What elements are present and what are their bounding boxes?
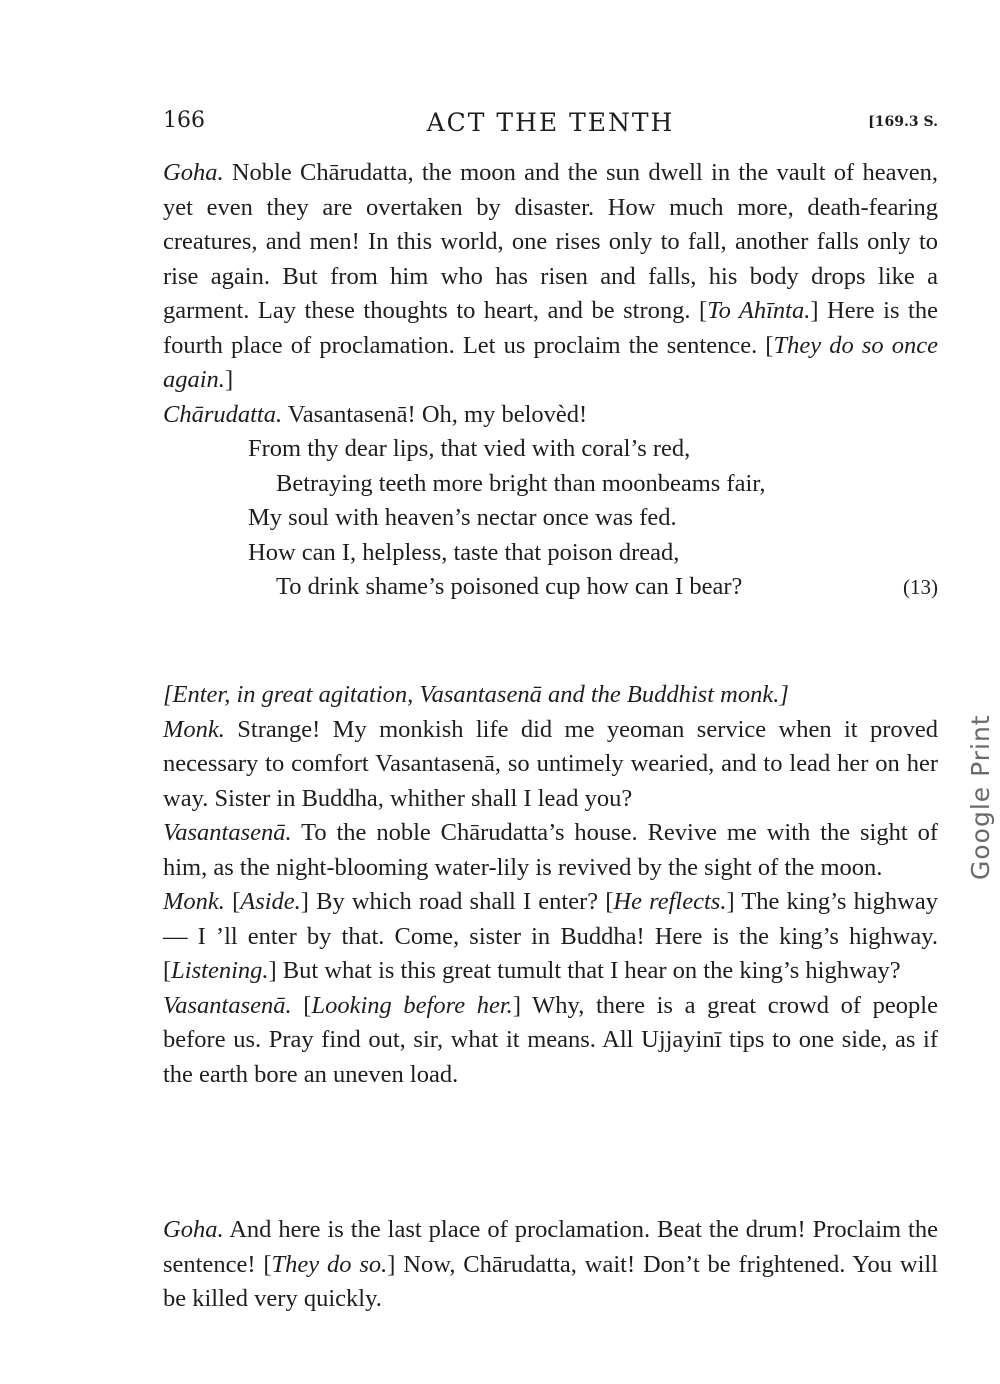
page-header xyxy=(163,108,938,140)
dialogue-text: ] But what is this great tumult that I hear on the king’s highway? xyxy=(268,957,901,984)
dialogue-text: ] Why, there is a great crowd of people before us. Pray find out, sir, what it means. All Ujjayinī tips to one side, as if the earth bore an uneven load. xyxy=(163,991,938,1088)
dialogue-text: ] Here is the fourth place of proclamation. Let us proclaim the sentence. [ xyxy=(163,297,938,359)
text-block-2 xyxy=(163,678,938,1092)
speaker-goha: Goha. xyxy=(163,1216,224,1243)
speaker-vasantasena: Vasantasenā. xyxy=(163,991,292,1019)
dialogue-text: To the noble Chārudatta’s house. Revive me with the sight of him, as the night-blooming water-lily is revived by the sight of the moon. xyxy=(163,819,938,881)
paragraph-monk-1 xyxy=(163,713,938,817)
paragraph-vasantasena-2 xyxy=(163,989,938,1093)
stage-direction: He reflects. xyxy=(613,888,727,915)
dialogue-text: [ xyxy=(291,991,312,1019)
stage-direction: Aside. xyxy=(240,888,301,915)
speaker-charudatta: Chārudatta. xyxy=(163,400,283,428)
verse-line: How can I, helpless, taste that poison dread, xyxy=(248,538,680,566)
dialogue-text: ] The king’s highway — I ’ll enter by that. Come, sister in Buddha! Here is the king’s highway. [ xyxy=(163,888,938,984)
dialogue-text: Strange! My monkish life did me yeoman service when it proved necessary to comfort Vasantasenā, so untimely wearied, and to lead her on her way. Sister in Buddha, whither shall I lead you? xyxy=(163,715,938,812)
verse-line: From thy dear lips, that vied with coral’s red, xyxy=(248,435,691,462)
dialogue-text: [ xyxy=(224,888,241,915)
verse-line: To drink shame’s poisoned cup how can I bear? xyxy=(276,573,743,600)
dialogue-text: ] By which road shall I enter? [ xyxy=(300,888,614,915)
stage-direction-entrance: [Enter, in great agitation, Vasantasenā and the Buddhist monk.] xyxy=(163,681,789,708)
section-reference: [169.3 S. xyxy=(868,114,938,130)
stage-direction: They do so once again. xyxy=(163,331,938,393)
speaker-vasantasena: Vasantasenā. xyxy=(163,819,292,846)
verse-line: Betraying teeth more bright than moonbeams fair, xyxy=(276,469,766,497)
paragraph-goha-1 xyxy=(163,156,938,398)
google-print-watermark: Google Print xyxy=(966,714,995,880)
paragraph-goha-2 xyxy=(163,1213,938,1317)
paragraph-monk-2 xyxy=(163,885,938,989)
verse-stanza xyxy=(248,432,938,605)
dialogue-text: ] xyxy=(224,366,234,393)
text-block-3 xyxy=(163,1213,938,1317)
stage-direction: To Ahīnta. xyxy=(707,297,811,324)
stage-direction: Looking before her. xyxy=(311,991,513,1019)
verse-line: My soul with heaven’s nectar once was fed. xyxy=(248,504,677,531)
stage-direction: Listening. xyxy=(171,957,269,984)
dialogue-text: And here is the last place of proclamation. Beat the drum! Proclaim the sentence! [ xyxy=(163,1216,938,1278)
speaker-monk: Monk. xyxy=(163,888,225,915)
dialogue-text: Noble Chārudatta, the moon and the sun dwell in the vault of heaven, yet even they are overtaken by disaster. How much more, death-fearing creatures, and men! In this world, one rises only to fall, another falls only to rise again. But from him who has risen and falls, his body drops like a garment. Lay these thoughts to heart, and be strong. [ xyxy=(163,159,938,324)
running-title: ACT THE TENTH xyxy=(426,108,675,137)
text-block-1 xyxy=(163,156,938,605)
speaker-goha: Goha. xyxy=(163,159,224,186)
dialogue-text: Vasantasenā! Oh, my belovèd! xyxy=(282,400,588,428)
dialogue-text: ] Now, Chārudatta, wait! Don’t be frightened. You will be killed very quickly. xyxy=(163,1250,938,1312)
stage-direction: They do so. xyxy=(271,1250,388,1278)
verse-number: (13) xyxy=(903,575,938,599)
speaker-monk: Monk. xyxy=(163,715,225,743)
paragraph-charudatta xyxy=(163,398,938,433)
page-number: 166 xyxy=(163,108,205,133)
paragraph-vasantasena-1 xyxy=(163,816,938,885)
